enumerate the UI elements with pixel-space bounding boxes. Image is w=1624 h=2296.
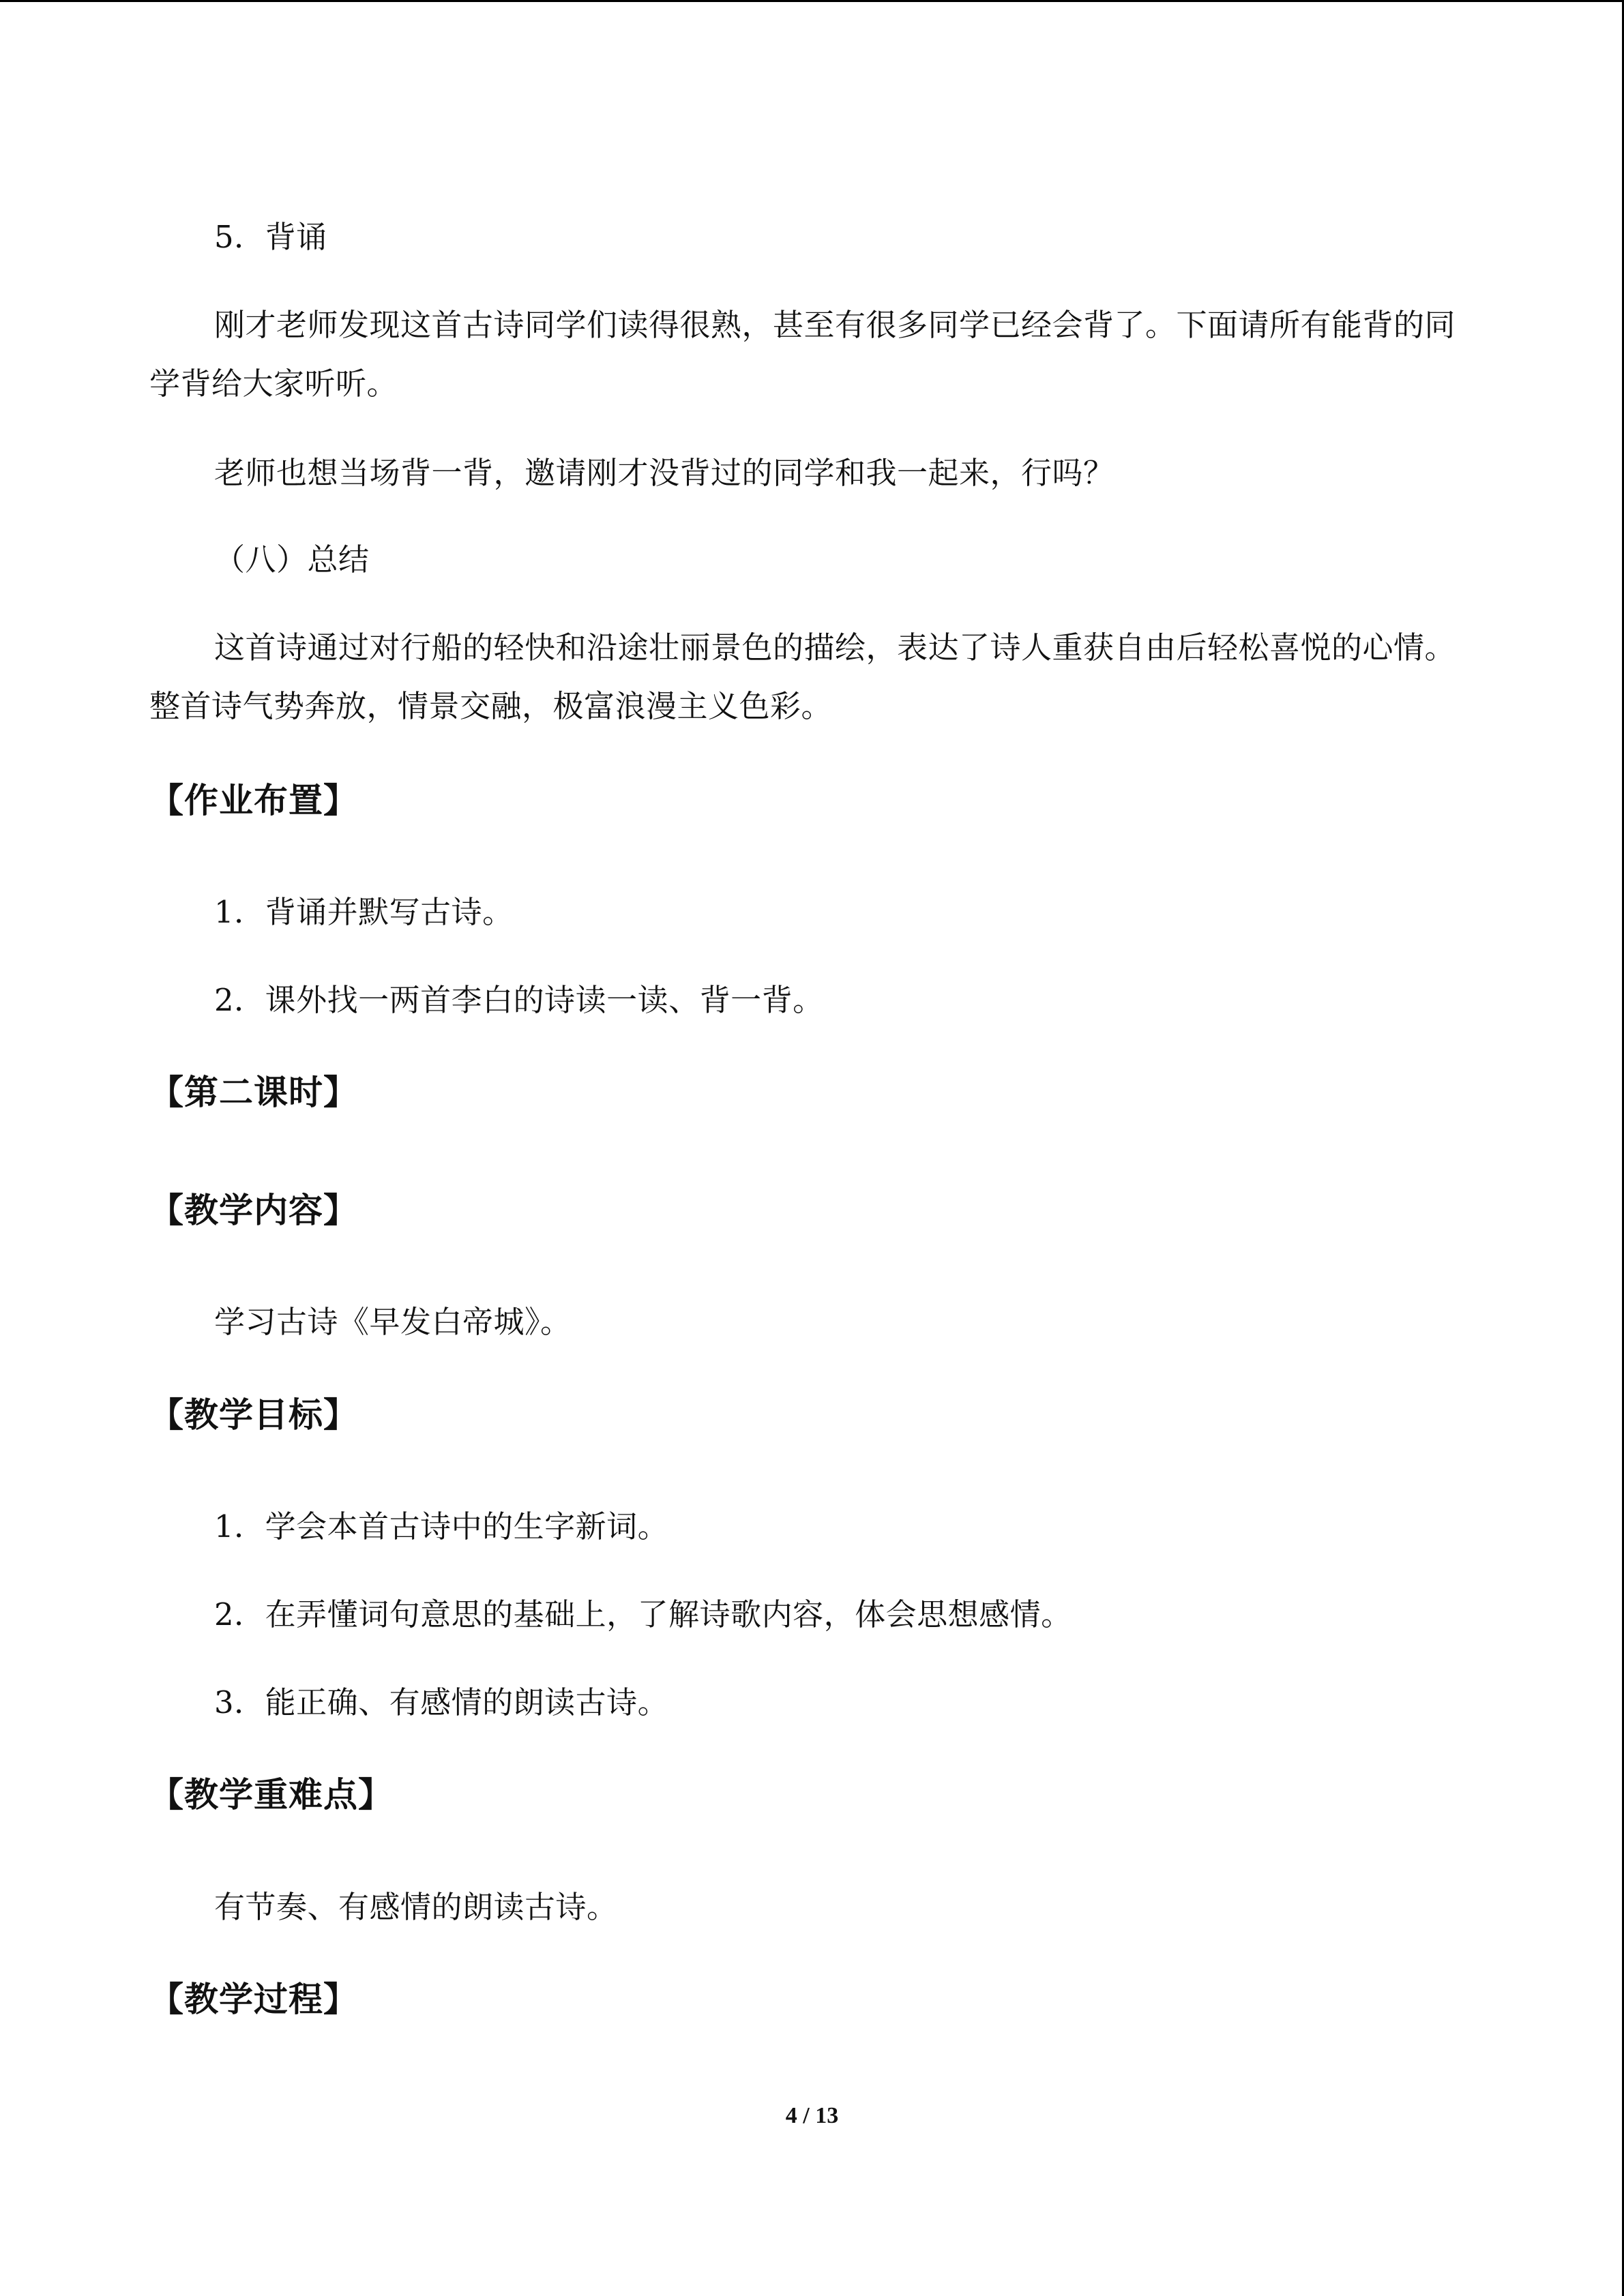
- paragraph-teacher-recite: 老师也想当场背一背，邀请刚才没背过的同学和我一起来，行吗？: [214, 455, 1114, 491]
- heading-teaching-content: 【教学内容】: [149, 1191, 358, 1230]
- heading-second-lesson: 【第二课时】: [149, 1073, 358, 1112]
- section-summary-title: （八）总结: [214, 541, 370, 578]
- heading-homework: 【作业布置】: [149, 781, 358, 820]
- paragraph-summary: 这首诗通过对行船的轻快和沿途壮丽景色的描绘，表达了诗人重获自由后轻松喜悦的心情。整首诗气势奔放，情景交融，极富浪漫主义色彩。: [149, 629, 1456, 724]
- paragraph-recite-intro: 刚才老师发现这首古诗同学们读得很熟，甚至有很多同学已经会背了。下面请所有能背的同学背给大家听听。: [149, 307, 1456, 402]
- heading-teaching-process: 【教学过程】: [149, 1980, 358, 2019]
- paragraph-teaching-content: 学习古诗《早发白帝城》。: [214, 1304, 572, 1340]
- paragraph-key-points: 有节奏、有感情的朗读古诗。: [214, 1889, 618, 1925]
- heading-key-points: 【教学重难点】: [149, 1775, 393, 1815]
- item-recite-title: 5．背诵: [214, 219, 327, 255]
- page-number: 4 / 13: [785, 2103, 839, 2128]
- goal-item-2: 2．在弄懂词句意思的基础上，了解诗歌内容，体会思想感情。: [214, 1596, 1072, 1632]
- homework-item-2: 2．课外找一两首李白的诗读一读、背一背。: [214, 982, 824, 1018]
- goal-item-1: 1．学会本首古诗中的生字新词。: [214, 1508, 669, 1545]
- heading-teaching-goals: 【教学目标】: [149, 1395, 358, 1435]
- homework-item-1: 1．背诵并默写古诗。: [214, 894, 514, 930]
- goal-item-3: 3．能正确、有感情的朗读古诗。: [214, 1684, 669, 1720]
